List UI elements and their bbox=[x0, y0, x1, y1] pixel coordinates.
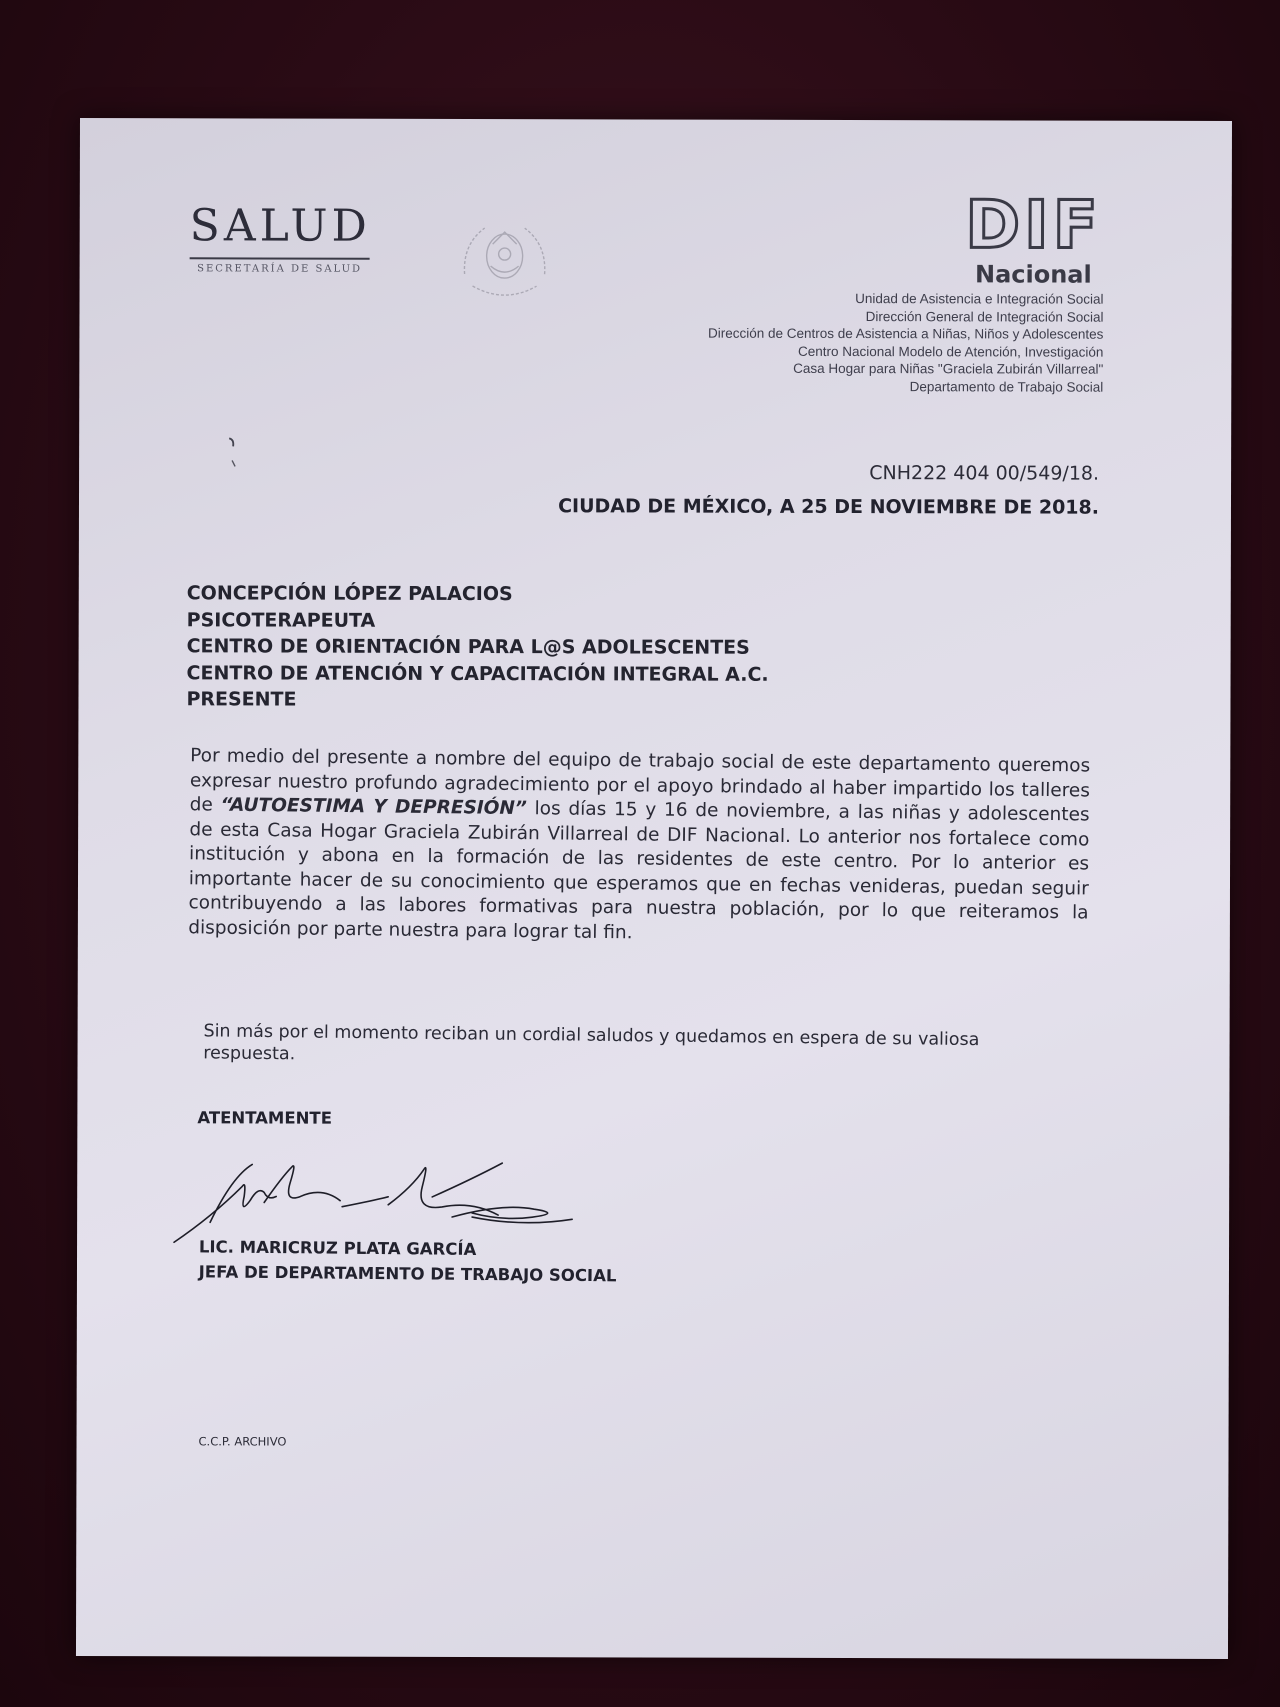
stray-pen-mark bbox=[227, 436, 239, 470]
carbon-copy-note: C.C.P. ARCHIVO bbox=[198, 1434, 287, 1449]
letter-page bbox=[76, 118, 1232, 1659]
dif-logo-nacional: Nacional bbox=[974, 260, 1092, 289]
sign-off: ATENTAMENTE bbox=[197, 1108, 333, 1128]
signer-name: LIC. MARICRUZ PLATA GARCÍA bbox=[198, 1237, 477, 1259]
recipient-role: PSICOTERAPEUTA bbox=[186, 608, 376, 632]
dif-logo-mark: DIF bbox=[965, 186, 1102, 264]
recipient-organization: CENTRO DE ATENCIÓN Y CAPACITACIÓN INTEGRAL A.C. bbox=[186, 661, 769, 686]
body-text-part: Por medio del presente a nombre del equipo de trabajo social de este departamento queremos expresar nuestro profundo agradecimiento por el apoyo brindado al haber impartido los talleres de bbox=[189, 745, 1091, 816]
recipient-organization: CENTRO DE ORIENTACIÓN PARA L@S ADOLESCENTES bbox=[186, 635, 750, 659]
org-line: Unidad de Asistencia e Integración Social bbox=[855, 291, 1104, 307]
org-line: Dirección General de Integración Social bbox=[865, 308, 1104, 325]
signer-title: JEFA DE DEPARTAMENTO DE TRABAJO SOCIAL bbox=[198, 1262, 617, 1286]
salud-logo bbox=[190, 200, 370, 274]
salud-logo-rule bbox=[190, 257, 370, 259]
recipient-name: CONCEPCIÓN LÓPEZ PALACIOS bbox=[186, 582, 513, 606]
date-line: CIUDAD DE MÉXICO, A 25 DE NOVIEMBRE DE 2018. bbox=[558, 495, 1100, 519]
org-line: Centro Nacional Modelo de Atención, Investigación bbox=[797, 343, 1104, 360]
recipient-block bbox=[186, 580, 768, 714]
signer-block bbox=[199, 1234, 617, 1288]
workshop-title: “AUTOESTIMA Y DEPRESIÓN” bbox=[220, 794, 527, 820]
organization-hierarchy bbox=[708, 290, 1104, 396]
org-line: Dirección de Centros de Asistencia a Niñas, Niños y Adolescentes bbox=[707, 325, 1104, 342]
org-line: Casa Hogar para Niñas "Graciela Zubirán Villarreal" bbox=[793, 360, 1104, 377]
letter-body bbox=[188, 744, 1090, 950]
closing-paragraph: Sin más por el momento reciban un cordial saludos y quedamos en espera de su valiosa respuesta. bbox=[203, 1021, 980, 1065]
salud-logo-subtitle: SECRETARÍA DE SALUD bbox=[197, 263, 363, 275]
national-seal-emblem bbox=[455, 214, 555, 302]
salud-logo-title: SALUD bbox=[189, 200, 371, 252]
reference-number: CNH222 404 00/549/18. bbox=[869, 462, 1100, 485]
org-line: Departamento de Trabajo Social bbox=[909, 378, 1104, 395]
body-text-part: los días 15 y 16 de noviembre, a las niñas y adolescentes de esta Casa Hogar Graciela Zubirán Villarreal de DIF Nacional. Lo anterior nos fortalece como institución y abona en la formación de las residentes de este centro. Por lo anterior es importante hacer de su conocimiento que esperamos que en fechas venideras, puedan seguir contribuyendo a las labores formativas para nuestra población, por lo que reiteramos la disposición por parte nuestra para lograr tal fin. bbox=[188, 798, 1090, 943]
dif-logo bbox=[965, 186, 1102, 289]
recipient-presente: PRESENTE bbox=[186, 688, 297, 711]
